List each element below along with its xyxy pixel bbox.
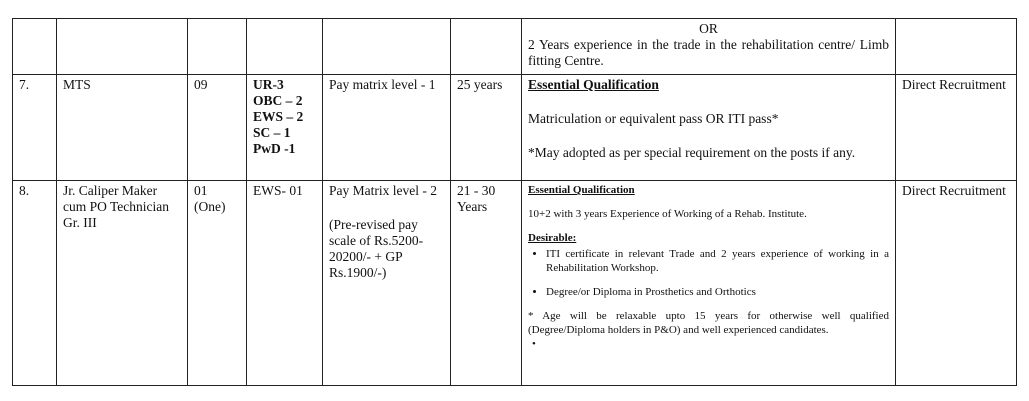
post-cell: Jr. Caliper Maker cum PO Technician Gr. III xyxy=(57,181,188,386)
pay-level: Pay Matrix level - 2 xyxy=(329,183,437,198)
pay-cell: Pay matrix level - 1 xyxy=(323,75,451,181)
mode-cell xyxy=(896,19,1017,75)
vacancies-cell: 01 (One) xyxy=(188,181,247,386)
post-cell xyxy=(57,19,188,75)
qualification-note: *May adopted as per special requirement on the posts if any. xyxy=(528,145,856,160)
desirable-list xyxy=(528,247,889,299)
qualification-cell xyxy=(522,19,896,75)
vacancies-cell: 09 xyxy=(188,75,247,181)
category-cell xyxy=(247,75,323,181)
sno-cell: 7. xyxy=(13,75,57,181)
category-line: PwD -1 xyxy=(253,141,296,156)
list-item: • ITI certificate in relevant Trade and 2 years experience of working in a Rehabilitation Workshop. xyxy=(546,247,889,275)
mode-cell: Direct Recruitment xyxy=(896,181,1017,386)
qualification-text: Matriculation or equivalent pass OR ITI pass* xyxy=(528,111,779,126)
age-cell: 21 - 30 Years xyxy=(451,181,522,386)
qualification-text: 10+2 with 3 years Experience of Working of a Rehab. Institute. xyxy=(528,208,807,220)
table-row xyxy=(13,181,1017,386)
qualification-cell xyxy=(522,181,896,386)
category-line: EWS – 2 xyxy=(253,109,304,124)
category-line: OBC – 2 xyxy=(253,93,303,108)
age-cell xyxy=(451,19,522,75)
category-cell xyxy=(247,19,323,75)
vacancies-cell xyxy=(188,19,247,75)
category-line: UR-3 xyxy=(253,77,284,92)
or-text: OR xyxy=(699,21,718,36)
sno-cell: 8. xyxy=(13,181,57,386)
list-item: • Degree/or Diploma in Prosthetics and Orthotics xyxy=(546,285,889,299)
table-row xyxy=(13,19,1017,75)
age-note: * Age will be relaxable upto 15 years for otherwise well qualified (Degree/Diploma holders in P&O) and well experienced candidates. xyxy=(528,310,889,336)
recruitment-table xyxy=(12,18,1017,386)
pay-scale: (Pre-revised pay scale of Rs.5200-20200/- + GP Rs.1900/-) xyxy=(329,217,424,280)
table-row xyxy=(13,75,1017,181)
bullet-icon: • xyxy=(532,338,536,350)
sno-cell xyxy=(13,19,57,75)
qualification-heading: Essential Qualification xyxy=(528,77,659,92)
category-line: SC – 1 xyxy=(253,125,291,140)
qualification-heading: Essential Qualification xyxy=(528,184,635,196)
desirable-heading: Desirable: xyxy=(528,232,577,244)
age-cell: 25 years xyxy=(451,75,522,181)
experience-text: 2 Years experience in the trade in the rehabilitation centre/ Limb fitting Centre. xyxy=(528,37,889,68)
category-cell: EWS- 01 xyxy=(247,181,323,386)
pay-cell xyxy=(323,181,451,386)
pay-cell xyxy=(323,19,451,75)
qualification-cell xyxy=(522,75,896,181)
mode-cell: Direct Recruitment xyxy=(896,75,1017,181)
post-cell: MTS xyxy=(57,75,188,181)
